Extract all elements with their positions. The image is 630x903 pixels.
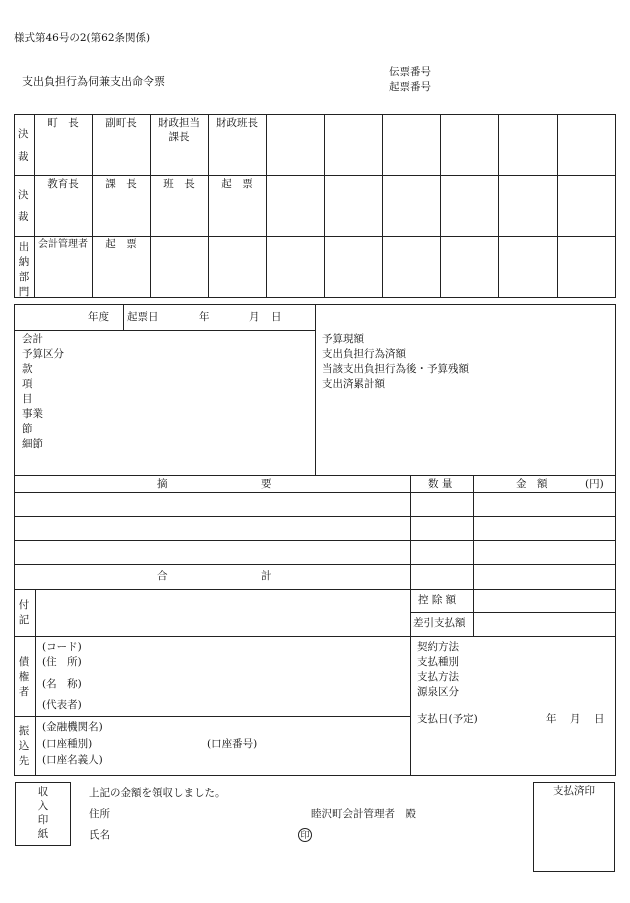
creditor-representative: (代表者) — [42, 699, 82, 711]
payment-date-day: 日 — [594, 713, 605, 725]
approval1-side-1: 決 — [18, 128, 29, 140]
slip-number-label: 伝票番号 — [389, 66, 431, 78]
approval3-side: 出 納 部 門 — [18, 241, 30, 298]
creditor-label: 債 権 者 — [18, 656, 30, 698]
receipt-statement: 上記の金額を領収しました。 — [89, 787, 226, 799]
approval2-side-2: 裁 — [18, 211, 29, 223]
receipt-address-label: 住所 — [89, 808, 110, 820]
approval-mayor: 町 長 — [47, 117, 79, 129]
draft-date-day: 日 — [271, 311, 282, 323]
transfer-account-holder: (口座名義人) — [42, 754, 103, 766]
approval1-side-2: 裁 — [18, 151, 29, 163]
field-project: 事業 — [22, 408, 43, 420]
approval-drafter-2: 起 票 — [105, 238, 137, 250]
payment-method: 支払方法 — [417, 671, 459, 683]
payment-date-year: 年 — [546, 713, 557, 725]
transfer-bank: (金融機関名) — [42, 721, 103, 733]
total-label-a: 合 — [157, 570, 168, 582]
draft-date-label: 起票日 — [127, 311, 159, 323]
approval-finance-director-line2: 課長 — [168, 131, 190, 143]
approval-finance-chief: 財政班長 — [216, 117, 258, 129]
creditor-address: (住 所) — [42, 656, 82, 668]
form-number: 様式第46号の2(第62条関係) — [14, 32, 151, 44]
approval-section-chief: 課 長 — [105, 178, 137, 190]
approval-deputy-mayor: 副町長 — [105, 117, 137, 129]
seal-mark: 印 — [298, 828, 312, 842]
field-kan: 款 — [22, 363, 33, 375]
field-moku: 目 — [22, 393, 33, 405]
quantity-header: 数 量 — [428, 478, 453, 490]
approval-superintendent: 教育長 — [47, 178, 79, 190]
net-payment-label: 差引支払額 — [413, 617, 466, 629]
receipt-name-label: 氏名 — [89, 829, 110, 841]
approval-finance-director: 財政担当 — [158, 117, 200, 129]
transfer-label: 振 込 先 — [18, 725, 30, 767]
creditor-name: (名 称) — [42, 678, 82, 690]
field-remaining-budget: 当該支出負担行為後・予算残額 — [322, 363, 469, 375]
payment-date-month: 月 — [570, 713, 581, 725]
contract-method: 契約方法 — [417, 641, 459, 653]
form-title: 支出負担行為伺兼支出命令票 — [22, 75, 165, 88]
creditor-code: (コード) — [42, 641, 82, 653]
payment-type: 支払種別 — [417, 656, 459, 668]
payment-date-label: 支払日(予定) — [417, 713, 478, 725]
field-committed-amount: 支出負担行為済額 — [322, 348, 406, 360]
paid-stamp-label: 支払済印 — [553, 785, 595, 797]
draft-number-label: 起票番号 — [389, 81, 431, 93]
transfer-account-type: (口座種別) — [42, 738, 93, 750]
approval-accounting-manager: 会計管理者 — [38, 239, 88, 250]
draft-date-year: 年 — [199, 311, 210, 323]
deduction-label: 控 除 額 — [418, 594, 457, 606]
field-budget-division: 予算区分 — [22, 348, 64, 360]
field-kou: 項 — [22, 378, 33, 390]
fiscal-year-label: 年度 — [88, 311, 109, 323]
revenue-stamp-label: 収 入 印 紙 — [37, 786, 49, 840]
approval2-side-1: 決 — [18, 189, 29, 201]
field-sub-setsu: 細節 — [22, 438, 43, 450]
draft-date-month: 月 — [249, 311, 260, 323]
amount-header: 金 額 — [516, 478, 548, 490]
summary-header-a: 摘 — [157, 478, 168, 490]
approval-drafter: 起 票 — [221, 178, 253, 190]
field-cumulative-paid: 支出済累計額 — [322, 378, 385, 390]
yen-unit: (円) — [585, 478, 604, 490]
field-budget-amount: 予算現額 — [322, 333, 364, 345]
withholding-class: 源泉区分 — [417, 686, 459, 698]
transfer-account-number: (口座番号) — [207, 738, 258, 750]
total-label-b: 計 — [261, 570, 272, 582]
notes-label: 付 記 — [18, 599, 30, 626]
approval-team-chief: 班 長 — [163, 178, 195, 190]
field-setsu: 節 — [22, 423, 33, 435]
receipt-addressee: 睦沢町会計管理者 殿 — [311, 808, 416, 820]
summary-header-b: 要 — [261, 478, 272, 490]
field-account: 会計 — [22, 333, 43, 345]
